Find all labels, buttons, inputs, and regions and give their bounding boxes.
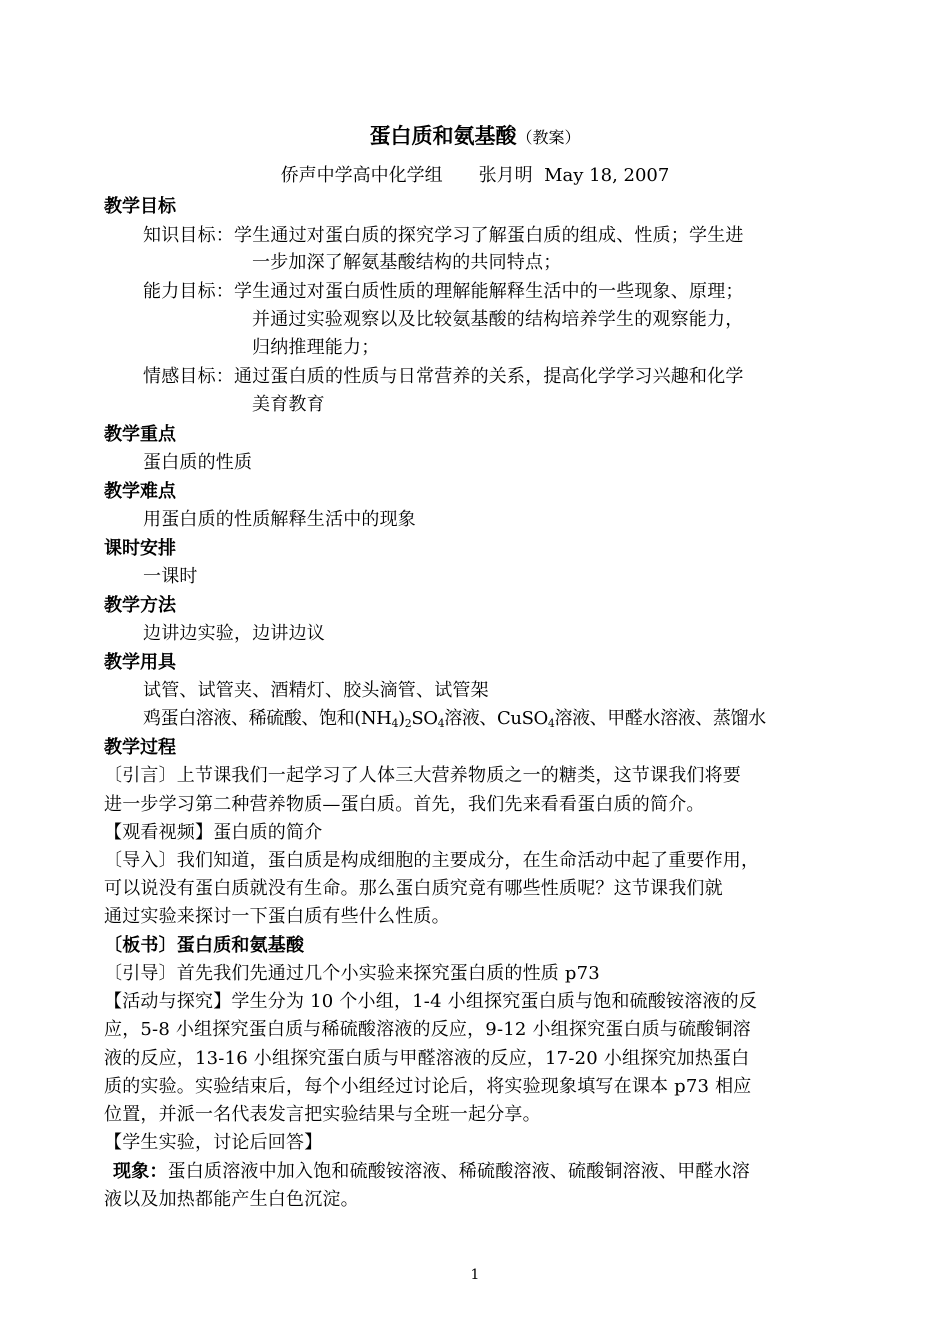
page-number: 1 bbox=[470, 1267, 480, 1283]
heading-process: 教学过程 bbox=[104, 737, 176, 758]
tools-text: 试管、试管夹、酒精灯、胶头滴管、试管架 bbox=[143, 680, 489, 701]
heading-method: 教学方法 bbox=[104, 595, 176, 616]
intro-line-2: 进一步学习第二种营养物质—蛋白质。首先，我们先来看看蛋白质的简介。 bbox=[104, 794, 705, 815]
reagents-part: SO bbox=[411, 708, 438, 729]
difficulties-text: 用蛋白质的性质解释生活中的现象 bbox=[143, 509, 416, 530]
phenomenon-line-2: 液以及加热都能产生白色沉淀。 bbox=[104, 1189, 359, 1210]
key-points-text: 蛋白质的性质 bbox=[143, 452, 253, 473]
heading-key-points: 教学重点 bbox=[104, 424, 176, 445]
heading-tools: 教学用具 bbox=[104, 652, 176, 673]
subscript: 4 bbox=[547, 717, 555, 730]
reagents-part: 溶液、甲醛水溶液、蒸馏水 bbox=[554, 708, 766, 729]
reagents-part: 溶液、CuSO bbox=[444, 708, 548, 729]
emotion-goal-line-1: 情感目标：通过蛋白质的性质与日常营养的关系，提高化学学习兴趣和化学 bbox=[143, 366, 744, 387]
lead-line-2: 可以说没有蛋白质就没有生命。那么蛋白质究竟有哪些性质呢？这节课我们就 bbox=[104, 878, 723, 899]
author-byline: 侨声中学高中化学组 张月明 May 18, 2007 bbox=[280, 165, 670, 186]
schedule-text: 一课时 bbox=[143, 566, 198, 587]
phenomenon-line-1 bbox=[113, 1157, 750, 1183]
intro-line-1: 〔引言〕上节课我们一起学习了人体三大营养物质之一的糖类，这节课我们将要 bbox=[104, 765, 741, 786]
activity-line-2: 应，5-8 小组探究蛋白质与稀硫酸溶液的反应，9-12 小组探究蛋白质与硫酸铜溶 bbox=[104, 1019, 751, 1040]
document-title bbox=[0, 120, 950, 150]
lead-line-3: 通过实验来探讨一下蛋白质有些什么性质。 bbox=[104, 906, 450, 927]
subscript: 4 bbox=[391, 717, 399, 730]
video-line: 【观看视频】蛋白质的简介 bbox=[104, 822, 323, 843]
title-main: 蛋白质和氨基酸 bbox=[369, 124, 517, 148]
heading-goals: 教学目标 bbox=[104, 196, 176, 217]
guide-line: 〔引导〕首先我们先通过几个小实验来探究蛋白质的性质 p73 bbox=[104, 963, 600, 984]
activity-line-1: 【活动与探究】学生分为 10 个小组，1-4 小组探究蛋白质与饱和硫酸铵溶液的反 bbox=[104, 991, 758, 1012]
activity-line-5: 位置，并派一名代表发言把实验结果与全班一起分享。 bbox=[104, 1104, 541, 1125]
ability-goal-line-2: 并通过实验观察以及比较氨基酸的结构培养学生的观察能力， bbox=[252, 309, 744, 330]
method-text: 边讲边实验，边讲边议 bbox=[143, 623, 325, 644]
board-line: 〔板书〕蛋白质和氨基酸 bbox=[104, 935, 305, 956]
reagents-text bbox=[143, 704, 766, 730]
lead-line-1: 〔导入〕我们知道，蛋白质是构成细胞的主要成分，在生命活动中起了重要作用， bbox=[104, 850, 760, 871]
phenomenon-label: 现象： bbox=[113, 1161, 168, 1182]
heading-difficulties: 教学难点 bbox=[104, 481, 176, 502]
subscript: 2 bbox=[404, 717, 412, 730]
ability-goal-line-3: 归纳推理能力； bbox=[252, 337, 380, 358]
title-note: （教案） bbox=[516, 128, 581, 147]
ability-goal-line-1: 能力目标：学生通过对蛋白质性质的理解能解释生活中的一些现象、原理； bbox=[143, 281, 744, 302]
activity-line-3: 液的反应，13-16 小组探究蛋白质与甲醛溶液的反应，17-20 小组探究加热蛋白 bbox=[104, 1048, 750, 1069]
knowledge-goal-line-1: 知识目标：学生通过对蛋白质的探究学习了解蛋白质的组成、性质；学生进 bbox=[143, 225, 744, 246]
emotion-goal-line-2: 美育教育 bbox=[252, 394, 325, 415]
phenomenon-text: 蛋白质溶液中加入饱和硫酸铵溶液、稀硫酸溶液、硫酸铜溶液、甲醛水溶 bbox=[167, 1161, 751, 1182]
subscript: 4 bbox=[437, 717, 445, 730]
knowledge-goal-line-2: 一步加深了解氨基酸结构的共同特点； bbox=[252, 252, 562, 273]
reagents-part: ) bbox=[398, 708, 405, 729]
heading-schedule: 课时安排 bbox=[104, 538, 176, 559]
reagents-part: 鸡蛋白溶液、稀硫酸、饱和(NH bbox=[143, 708, 392, 729]
activity-line-4: 质的实验。实验结束后，每个小组经过讨论后，将实验现象填写在课本 p73 相应 bbox=[104, 1076, 752, 1097]
answer-line: 【学生实验，讨论后回答】 bbox=[104, 1132, 323, 1153]
